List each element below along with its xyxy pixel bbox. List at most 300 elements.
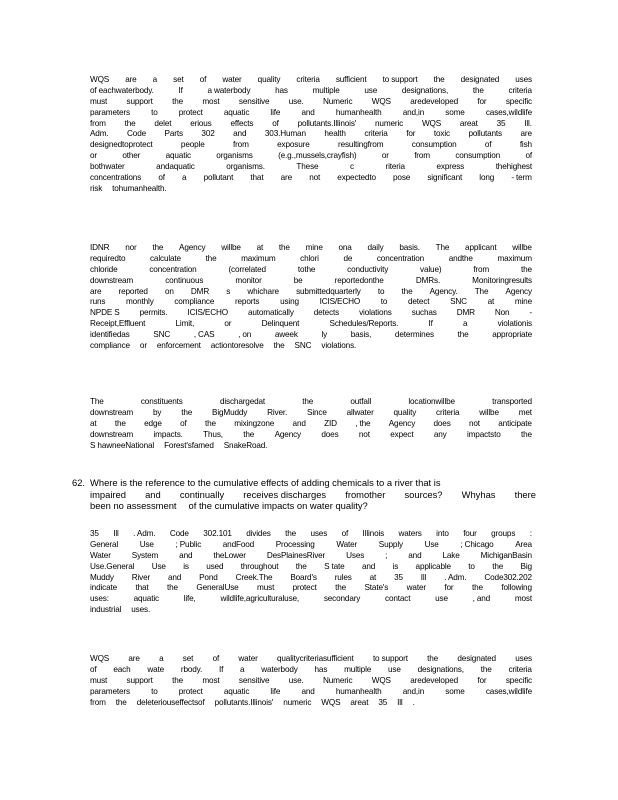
word: The (435, 243, 450, 252)
word: Agency (179, 243, 206, 252)
word: using (280, 297, 299, 307)
word: at (369, 572, 377, 582)
word: 35 (496, 118, 506, 128)
word: the (115, 697, 127, 707)
word: automatically (247, 308, 294, 318)
word: must (90, 96, 108, 106)
word: each (113, 664, 131, 674)
text-line (90, 529, 532, 540)
word: DMR (456, 308, 475, 318)
word: for (477, 675, 487, 685)
text-line (90, 583, 532, 594)
word: designedtoprotect (90, 140, 153, 150)
word: criteria (296, 75, 320, 84)
word: (e.g.,mussels,crayfish) (278, 151, 357, 161)
word: criteria (508, 664, 532, 674)
word: DesPlainesRiver (266, 550, 326, 560)
word: of eachwaterbody. (90, 85, 154, 95)
word: of (272, 118, 279, 128)
word: by (152, 407, 162, 417)
text-line (90, 687, 532, 698)
word: concentration (376, 253, 425, 263)
word: throughout (240, 561, 279, 571)
word: at (90, 418, 97, 428)
word: value) (420, 264, 442, 274)
word: NPDE S (90, 308, 120, 318)
word: and (179, 550, 193, 560)
word: Adm. (90, 129, 109, 139)
word: pollutant (203, 173, 234, 183)
word: Pond (199, 572, 218, 582)
text-line (90, 540, 532, 551)
word: and (408, 550, 422, 560)
word: of (484, 140, 492, 150)
word: criteria (364, 129, 388, 139)
word: not (469, 418, 480, 428)
word: consumption (455, 151, 501, 161)
word: , CAS (193, 330, 215, 340)
word: the (152, 243, 164, 252)
word: protect (178, 107, 203, 117)
word: aquatic (223, 686, 250, 696)
word: appropriate (492, 330, 532, 340)
word: any (433, 429, 447, 439)
word: , and (472, 594, 491, 604)
text-line (90, 562, 532, 573)
word: Numeric (322, 675, 353, 685)
word: - (529, 308, 532, 318)
word: humanhealth (335, 107, 382, 117)
word: at (487, 297, 495, 307)
word: DMR (190, 286, 210, 296)
word: transported (492, 397, 532, 406)
word: andthe (448, 253, 473, 263)
word: WQS (90, 654, 110, 663)
word: to support (372, 654, 408, 663)
word: Agency (505, 286, 532, 296)
word: violationis (497, 319, 532, 329)
word: The (90, 397, 104, 406)
word: Agency. (429, 286, 458, 296)
word: health (324, 129, 346, 139)
text-line (90, 151, 532, 162)
text-line (90, 119, 532, 130)
text-line (90, 297, 532, 308)
word: are (90, 286, 102, 296)
word: uses (515, 75, 532, 84)
word: compliance (174, 297, 215, 307)
word: Numeric (322, 96, 353, 106)
word: reported (118, 286, 148, 296)
word: Area (515, 539, 532, 549)
word: sensitive (238, 96, 270, 106)
word: support (126, 96, 153, 106)
word: concentrations (90, 173, 142, 183)
word: criteria (508, 85, 532, 95)
word: and (301, 686, 315, 696)
word: erious (190, 118, 212, 128)
word: the (243, 429, 255, 439)
question-62 (72, 477, 536, 512)
question-word: there (514, 488, 536, 500)
word: or (224, 319, 232, 329)
word: impacts. (153, 429, 183, 439)
word: the (433, 75, 445, 84)
word: Use.General (90, 561, 135, 571)
word: pollutants (468, 129, 503, 139)
text-line (90, 97, 532, 108)
word: WQS (421, 118, 442, 128)
word: some (445, 686, 465, 696)
word: and (233, 129, 247, 139)
word: that (250, 173, 264, 183)
word: expectedto (337, 173, 376, 183)
text-line (90, 408, 532, 419)
word: water (238, 654, 258, 663)
word: chloride (90, 264, 118, 274)
word: and (301, 107, 315, 117)
word: locationwillbe (408, 397, 455, 406)
word: the (273, 341, 285, 351)
word: SNC (153, 330, 171, 340)
word: life, (183, 594, 196, 604)
word: basis, (350, 330, 372, 340)
word: suchas (411, 308, 437, 318)
word: and (292, 418, 306, 428)
word: determines (394, 330, 434, 340)
word: criteria (436, 407, 460, 417)
word: contact (385, 594, 411, 604)
word: aredeveloped (410, 96, 459, 106)
word: Code (127, 129, 147, 139)
word: groups (491, 529, 516, 538)
word: sufficient (335, 75, 367, 84)
word: applicable (415, 561, 451, 571)
word: Monitoringresults (472, 275, 532, 285)
word: is (392, 561, 399, 571)
text-line (90, 430, 532, 441)
word: to (468, 561, 475, 571)
word: organisms (216, 151, 253, 161)
word: following (501, 583, 532, 593)
word: industrial (90, 605, 122, 615)
word: s (226, 286, 231, 296)
word: Use (139, 539, 154, 549)
word: humanhealth (335, 686, 382, 696)
word: ; Public (175, 539, 202, 549)
word: indicate (90, 583, 118, 593)
word: or (381, 151, 389, 161)
question-word: sources? (404, 488, 443, 500)
word: must (90, 675, 108, 685)
word: andaquatic (156, 162, 195, 172)
word: Ill (420, 572, 427, 582)
question-line (90, 477, 536, 489)
word: specific (505, 96, 532, 106)
word: of (90, 664, 97, 674)
word: not (358, 429, 370, 439)
word: express (436, 162, 465, 172)
word: to (380, 297, 388, 307)
question-word: impaired (90, 488, 126, 500)
word: the (181, 407, 193, 417)
word: wate (147, 664, 165, 674)
word: the (457, 330, 469, 340)
word: outfall (350, 397, 372, 406)
word: uses: (90, 594, 109, 604)
word: the (521, 429, 532, 439)
word: DMRs. (415, 275, 441, 285)
word: violations (359, 308, 392, 318)
word: WQS (371, 675, 391, 685)
word: Use (151, 561, 166, 571)
word: the (172, 675, 184, 685)
text-line (90, 287, 532, 298)
word: for (477, 96, 487, 106)
word: SNC (294, 341, 312, 351)
word: WQS (371, 96, 391, 106)
word: Receipt,Effluent (90, 319, 146, 329)
word: Muddy (90, 572, 114, 582)
word: Board's (290, 572, 317, 582)
word: Water (336, 539, 358, 549)
word: or (139, 341, 147, 351)
word: actiontoresolve (210, 341, 264, 351)
word: quality (257, 75, 281, 84)
word: uses. (131, 605, 151, 615)
word: enforcement (156, 341, 201, 351)
word: from (414, 151, 430, 161)
word: are (128, 654, 140, 663)
word: If (428, 319, 433, 329)
word: ona (338, 243, 352, 252)
word: Use (424, 539, 439, 549)
question-line (90, 489, 536, 501)
word: rules (334, 572, 352, 582)
word: the (471, 583, 483, 593)
paragraph-wqs-definition (90, 75, 532, 195)
word: specific (505, 675, 532, 685)
word: impactsto (466, 429, 501, 439)
word: numeric (283, 697, 312, 707)
word: protect (178, 686, 203, 696)
word: rbody. (180, 664, 203, 674)
word: waterbody (261, 664, 298, 674)
word: IDNR (90, 243, 110, 252)
word: a waterbody (207, 85, 251, 95)
word: life (270, 686, 281, 696)
word: Parts (164, 129, 183, 139)
word: reports (234, 297, 260, 307)
word: of (525, 151, 532, 161)
word: . Adm. (133, 529, 156, 538)
word: willbe (512, 243, 532, 252)
word: , the (355, 418, 371, 428)
word: bothwater (90, 162, 125, 172)
text-line (90, 140, 532, 151)
word: water (222, 75, 242, 84)
word: Uses (346, 550, 365, 560)
word: the (480, 664, 492, 674)
word: parameters (90, 107, 130, 117)
word: submittedquarterly (296, 286, 361, 296)
word: support (126, 675, 153, 685)
word: fish (519, 140, 532, 150)
word: If (218, 664, 224, 674)
word: some (445, 107, 465, 117)
word: used (206, 561, 224, 571)
word: to support (382, 75, 418, 84)
word: monthly (126, 297, 154, 307)
word: multiple (344, 664, 372, 674)
word: aquatic (165, 151, 191, 161)
word: toxic (433, 129, 450, 139)
word: use (435, 594, 448, 604)
word: tothe (297, 264, 316, 274)
word: chlori (300, 253, 319, 263)
word: designated (460, 75, 500, 84)
text-line (90, 665, 532, 676)
word: designations, (401, 85, 449, 95)
word: a (182, 173, 187, 183)
word: . (412, 697, 415, 707)
word: violations. (321, 341, 357, 351)
word: aquatic (133, 594, 159, 604)
word: Code (169, 529, 189, 538)
word: 35 (394, 572, 403, 582)
word: downstream (90, 407, 134, 417)
word: significant (427, 173, 463, 183)
word: on (164, 286, 174, 296)
word: mixingzone (234, 418, 275, 428)
word: identifiedas (90, 330, 130, 340)
word: S hawneeNational (90, 440, 155, 450)
word: from (232, 140, 249, 150)
word: a (240, 664, 245, 674)
word: to (151, 107, 158, 117)
word: into (436, 529, 449, 538)
word: use. (288, 675, 304, 685)
word: the (427, 654, 439, 663)
word: 302.101 (203, 529, 232, 538)
word: set (182, 654, 194, 663)
word: aquatic (223, 107, 250, 117)
word: aredeveloped (410, 675, 459, 685)
word: dischargedat (219, 397, 266, 406)
word: downstream (90, 429, 134, 439)
word: a (463, 319, 468, 329)
word: ICIS/ECHO (319, 297, 361, 307)
word: numeric (375, 118, 404, 128)
paragraph-wqs-definition-repeat (90, 654, 532, 708)
word: of (158, 173, 165, 183)
word: the (335, 583, 347, 593)
word: daily (367, 243, 384, 252)
text-line (90, 75, 532, 86)
word: most (202, 675, 220, 685)
word: applicant (465, 243, 497, 252)
word: 302 (201, 129, 215, 139)
word: from (90, 697, 106, 707)
word: are (280, 173, 293, 183)
word: met (518, 407, 532, 417)
word: whichare (247, 286, 279, 296)
word: Thus, (203, 429, 223, 439)
word: Schedules/Reports. (329, 319, 399, 329)
word: MichiganBasin (480, 550, 532, 560)
word: Big (520, 561, 532, 571)
word: is (183, 561, 189, 571)
word: from (90, 118, 106, 128)
word: secondary (323, 594, 361, 604)
word: life (270, 107, 281, 117)
word: to (377, 286, 385, 296)
text-line (90, 319, 532, 330)
word: areat (350, 697, 369, 707)
word: detect (408, 297, 430, 307)
word: wildlife,agriculturaluse, (220, 594, 300, 604)
word: of (199, 75, 207, 84)
word: the (401, 286, 413, 296)
text-line (90, 129, 532, 140)
word: WQS (321, 697, 341, 707)
text-line (90, 397, 532, 408)
word: consumption (411, 140, 457, 150)
word: a (152, 75, 158, 84)
word: edge (144, 418, 162, 428)
question-word: of the cumulative impacts on water quality? (188, 500, 368, 512)
word: are (520, 129, 532, 139)
word: theLower (213, 550, 246, 560)
word: most (202, 96, 220, 106)
word: tohumanhealth. (112, 183, 167, 193)
word: andFood (222, 539, 255, 549)
word: the (172, 96, 184, 106)
word: use. (288, 96, 304, 106)
word: of (180, 418, 187, 428)
word: compliance (90, 341, 130, 351)
word: and (168, 572, 182, 582)
word: downstream (90, 275, 134, 285)
word: maximum (241, 253, 276, 263)
word: not (309, 173, 321, 183)
word: ICIS/ECHO (187, 308, 228, 318)
text-line (90, 551, 532, 562)
word: waters (398, 529, 422, 538)
question-word: continually (179, 488, 225, 500)
word: Processing (275, 539, 315, 549)
word: . Adm. (444, 572, 467, 582)
word: basis. (399, 243, 420, 252)
word: areat (459, 118, 478, 128)
word: the (114, 418, 126, 428)
text-line (90, 605, 532, 616)
word: other (122, 151, 141, 161)
question-word: receives discharges (243, 488, 327, 500)
text-line (90, 676, 532, 687)
word: the (295, 561, 307, 571)
text-line (90, 162, 532, 173)
word: willbe (221, 243, 241, 252)
word: most (514, 594, 532, 604)
word: the (124, 118, 136, 128)
word: S tate (324, 561, 345, 571)
text-line (90, 254, 532, 265)
word: - term (511, 173, 532, 183)
word: Creek.The (235, 572, 273, 582)
word: 303.Human (264, 129, 306, 139)
word: State's (364, 583, 389, 593)
